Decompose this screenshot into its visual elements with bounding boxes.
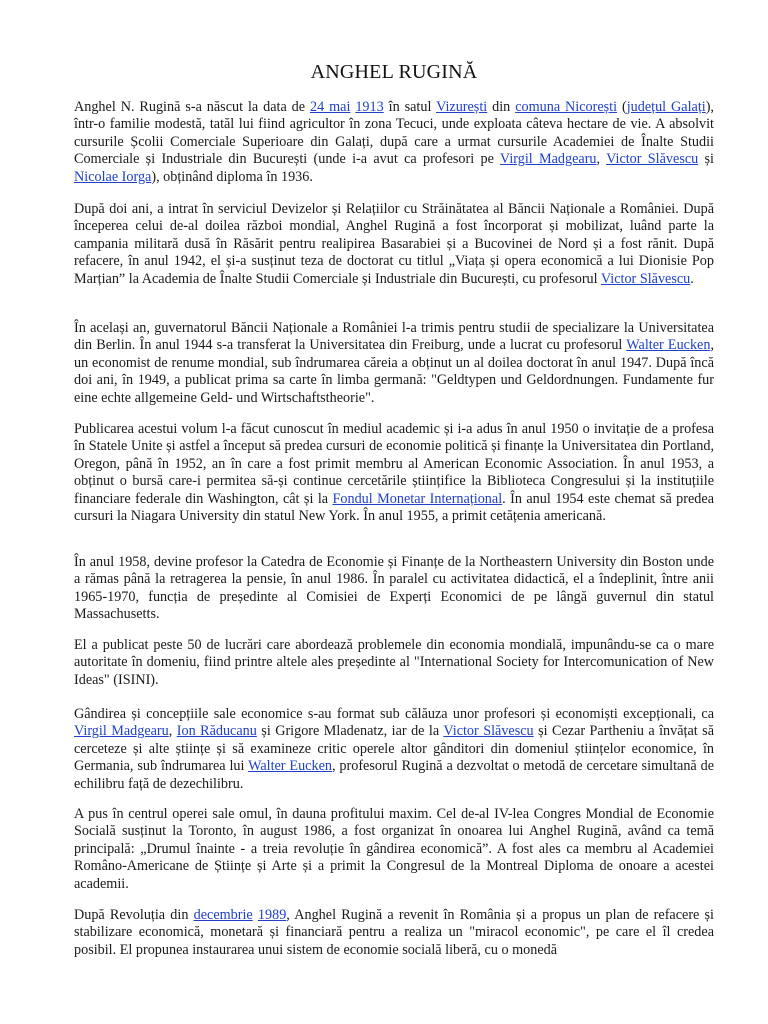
paragraph-congress-honors bbox=[74, 806, 714, 893]
text: După Revoluția din bbox=[74, 907, 194, 923]
text: A pus în centrul operei sale omul, în dauna profitului maxim. Cel de-al IV-lea Congres Mondial de Economie Socială susținut la Toronto, în august 1986, a fost organizat în onoarea lui Anghel Rugină, având ca temă principală: „Drumul înainte - a treia revoluție în gândirea economică”. A fost ales ca membru al Academiei Româno-Americane de Științe și Arte și a primit la Congresul de la Montreal Diploma de onoare a acestei academii. bbox=[74, 806, 714, 892]
link-victor-slavescu[interactable]: Victor Slăvescu bbox=[600, 270, 691, 287]
link-virgil-madgearu[interactable]: Virgil Madgearu bbox=[74, 723, 169, 740]
link-ion-raducanu[interactable]: Ion Răducanu bbox=[176, 723, 257, 740]
paragraph-post-revolution bbox=[74, 907, 714, 959]
link-comuna-nicoresti[interactable]: comuna Nicorești bbox=[515, 99, 618, 115]
text: în satul bbox=[383, 99, 437, 115]
link-24-mai[interactable]: 24 mai bbox=[310, 99, 351, 115]
page-title: ANGHEL RUGINĂ bbox=[310, 61, 478, 83]
text: din bbox=[487, 99, 516, 115]
paragraph-national-bank-war bbox=[74, 201, 714, 288]
link-virgil-madgearu[interactable]: Virgil Madgearu bbox=[499, 151, 597, 168]
text: și Grigore Mladenatz, iar de la bbox=[256, 723, 444, 740]
link-victor-slavescu[interactable]: Victor Slăvescu bbox=[606, 151, 699, 168]
text: și bbox=[698, 151, 714, 168]
link-1989[interactable]: 1989 bbox=[257, 907, 287, 923]
text: ), obținând diploma în 1936. bbox=[151, 168, 313, 185]
text: ( bbox=[617, 99, 627, 115]
text: Gândirea și concepțiile sale economice s-au format sub călăuza unor profesori și economiști excepționali, ca bbox=[74, 706, 714, 722]
text: , profesorul Rugină a dezvoltat o metodă de cercetare simultană de echilibru față de dezechilibru. bbox=[74, 758, 714, 792]
text: , Anghel Rugină a revenit în România și a propus un plan de refacere și stabilizare economică, monetară și financiară pentru a realiza un "miracol economic", pe care el îl credea posibil. El propunea instaurarea unui sistem de economie socială liberă, cu o monedă bbox=[74, 907, 715, 958]
text: El a publicat peste 50 de lucrări care abordează problemele din economia mondială, impunându-se ca o mare autoritate în domeniu, fiind printre altele ales președinte al "International Society for Intercomunication of New Ideas" (ISINI). bbox=[74, 637, 714, 688]
text: . bbox=[690, 270, 694, 287]
paragraph-northeastern bbox=[74, 554, 714, 624]
document-page bbox=[74, 0, 715, 958]
link-1913[interactable]: 1913 bbox=[355, 99, 384, 115]
text: În anul 1958, devine profesor la Catedra de Economie și Finanțe de la Northeastern University din Boston unde a rămas până la retragerea la pensie, în anul 1986. În paralel cu activitatea didactică, el a îndeplinit, între anii 1965-1970, funcția de președinte al Comisiei de Experți Economici de pe lângă guvernul din statul Massachusetts. bbox=[74, 554, 714, 623]
text: . În anul 1954 este chemat să predea cursuri la Niagara University din statul New York. În anul 1955, a primit cetățenia americană. bbox=[74, 490, 714, 525]
text: Anghel N. Rugină s-a născut la data de bbox=[74, 99, 310, 115]
link-walter-eucken[interactable]: Walter Eucken bbox=[626, 337, 711, 354]
paragraph-economic-thought bbox=[74, 706, 714, 793]
link-walter-eucken[interactable]: Walter Eucken bbox=[248, 758, 332, 775]
paragraph-publications bbox=[74, 637, 714, 689]
text: Publicarea acestui volum l-a făcut cunoscut în mediul academic și i-a adus în anul 1950 o invitație de a profesa în Statele Unite și astfel a început să predea cursuri de economie politică și finanțe la Universitatea din Portland, Oregon, până în 1952, an în care a fost primit membru al American Economic Association. În anul 1953, a obținut o bursă care-i permitea să-și continue cercetările științifice la Biblioteca Congresului și la instituțiile financiare federale din Washington, cât și la bbox=[74, 421, 714, 507]
text: În același an, guvernatorul Băncii Naționale a României l-a trimis pentru studii de specializare la Universitatea din Berlin. În anul 1944 s-a transferat la Universitatea din Freiburg, unde a lucrat cu profesorul bbox=[74, 320, 714, 354]
paragraph-germany-studies bbox=[74, 320, 714, 407]
paragraph-united-states bbox=[74, 421, 714, 525]
link-victor-slavescu[interactable]: Victor Slăvescu bbox=[443, 723, 534, 740]
link-nicolae-iorga[interactable]: Nicolae Iorga bbox=[74, 168, 152, 185]
text: După doi ani, a intrat în serviciul Devizelor și Relațiilor cu Străinătatea al Băncii Naționale a României. După începerea celui de-al doilea război mondial, Anghel Rugină a fost încorporat și mobilizat, luând parte la campania militară dusă în Răsărit pentru realipirea Basarabiei și a Bucovinei de Nord și a fost rănit. După refacere, în anul 1942, el și-a susținut teza de doctorat cu titlul „Viața și opera economică a lui Dionisie Pop Marțian” la Academia de Înalte Studii Comerciale și Industriale din București, cu profesorul bbox=[74, 201, 714, 287]
link-decembrie[interactable]: decembrie bbox=[193, 907, 253, 923]
text: ), într-o familie modestă, tatăl lui fiind agricultor în zona Tecuci, unde exploata câteva hectare de vie. A absolvit cursurile Școlii Comerciale Superioare din Galați, după care a urmat cursurile Academiei de Înalte Studii Comerciale și Industriale din București (unde i-a avut ca profesori pe bbox=[74, 99, 714, 168]
link-judetul-galati[interactable]: județul Galați bbox=[626, 99, 706, 115]
text: și Cezar Partheniu a învățat să cerceteze și alte științe și să examineze critic operele altor gânditori din domeniul științelor economice, în Germania, sub îndrumarea lui bbox=[74, 723, 714, 775]
text: , bbox=[596, 151, 607, 168]
text: , un economist de renume mondial, sub îndrumarea căreia a obținut un al doilea doctorat în anul 1947. După încă doi ani, în 1949, a publicat prima sa carte în limba germană: "Geldtypen und Geldordnungen. Fundamente fur eine echte allgemeine Geld- und Wirtschaftstheorie". bbox=[74, 337, 714, 406]
paragraph-birth-education bbox=[74, 99, 714, 186]
link-fondul-monetar-international[interactable]: Fondul Monetar Internațional bbox=[332, 490, 503, 507]
text: , bbox=[168, 723, 177, 740]
link-vizuresti[interactable]: Vizurești bbox=[436, 99, 488, 115]
